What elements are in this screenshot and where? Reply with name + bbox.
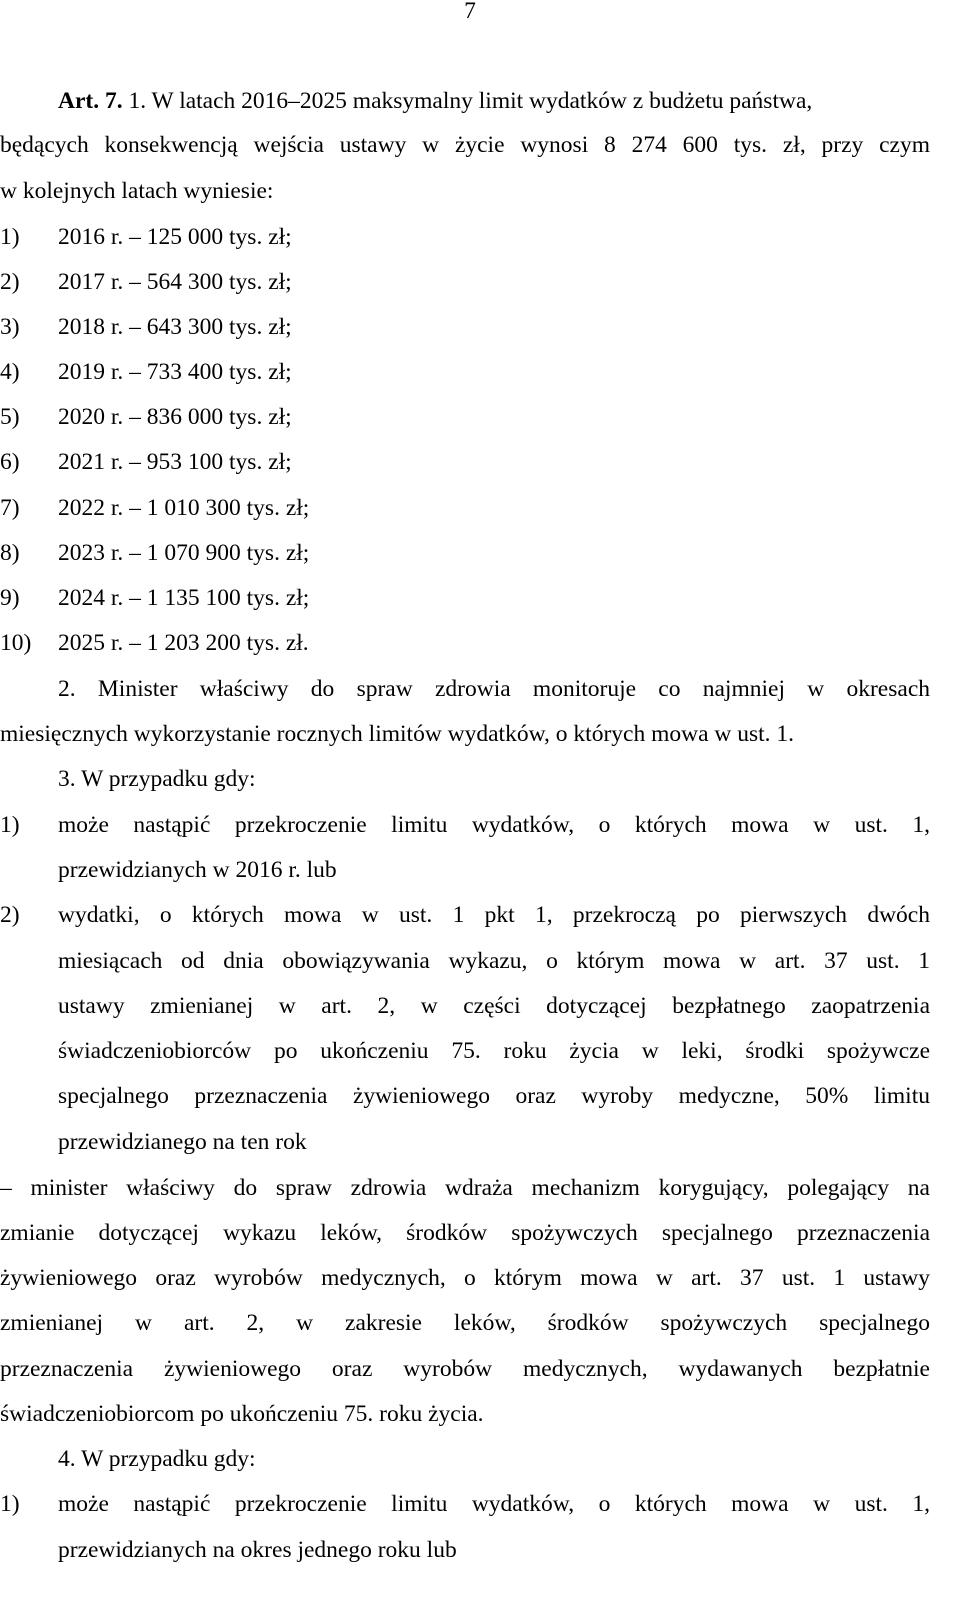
para3-conclusion-line4: zmienianej w art. 2, w zakresie leków, środków spożywczych specjalnego (0, 1310, 930, 1336)
para3-item2-line2: miesiącach od dnia obowiązywania wykazu, o którym mowa w art. 37 ust. 1 (58, 948, 930, 974)
para4-item1-line2: przewidzianych na okres jednego roku lub (58, 1537, 457, 1563)
article-heading: Art. 7. (58, 88, 123, 114)
para3-item1-line2: przewidzianych w 2016 r. lub (58, 857, 337, 883)
document-page: 7 Art. 7. 1. W latach 2016–2025 maksymalny limit wydatków z budżetu państwa, będących konsekwencją wejścia ustawy w życie wynosi 8 274 600 tys. zł, przy czym w kolejnych latach wyniesie: 1) 2016 r. – 125 000 tys. zł; 2) 2017 r. – 564 300 tys. zł; 3) 2018 r. – 643 300 tys. zł; 4) 2019 r. – 733 400 tys. zł; 5) 2020 r. – 836 000 tys. zł; 6) 2021 r. – 953 100 tys. zł; 7) 2022 r. – 1 010 300 tys. zł; 8) 2023 r. – 1 070 900 tys. zł; 9) 2024 r. – 1 135 100 tys. zł; 10) 2025 r. – 1 203 200 tys. zł. 2. Minister właściwy do spraw zdrowia monitoruje co najmniej w okresach miesięcznych wykorzystanie rocznych limitów wydatków, o których mowa w ust. 1. 3. W przypadku gdy: 1) może nastąpić przekroczenie limitu wydatków, o których mowa w ust. 1, przewidzianych w 2016 r. lub 2) wydatki, o których mowa w ust. 1 pkt 1, przekroczą po pierwszych dwóch miesiącach od dnia obowiązywania wykazu, o którym mowa w art. 37 ust. 1 ustawy zmienianej w art. 2, w części dotyczącej bezpłatnego zaopatrzenia świadczeniobiorców po ukończeniu 75. roku życia w leki, środki spożywcze specjalnego przeznaczenia żywieniowego oraz wyroby medyczne, 50% limitu przewidzianego na ten rok – minister właściwy do spraw zdrowia wdraża mechanizm korygujący, polegający na zmianie dotyczącej wykazu leków, środków spożywczych specjalnego przeznaczenia żywieniowego oraz wyrobów medycznych, o którym mowa w art. 37 ust. 1 ustawy zmienianej w art. 2, w zakresie leków, środków spożywczych specjalnego przeznaczenia żywieniowego oraz wyrobów medycznych, wydawanych bezpłatnie świadczeniobiorcom po ukończeniu 75. roku życia. 4. W przypadku gdy: 1) może nastąpić przekroczenie limitu wydatków, o których mowa w ust. 1, przewidzianych na okres jednego roku lub (0, 0, 960, 1613)
para3-conclusion-line5: przeznaczenia żywieniowego oraz wyrobów medycznych, wydawanych bezpłatnie (0, 1356, 930, 1382)
art7-para2-line1: 2. Minister właściwy do spraw zdrowia monitoruje co najmniej w okresach (58, 676, 930, 702)
art7-para2-line2: miesięcznych wykorzystanie rocznych limitów wydatków, o których mowa w ust. 1. (0, 721, 795, 747)
para3-conclusion-line3: żywieniowego oraz wyrobów medycznych, o którym mowa w art. 37 ust. 1 ustawy (0, 1265, 930, 1291)
para3-item2-line5: specjalnego przeznaczenia żywieniowego oraz wyroby medyczne, 50% limitu (58, 1083, 930, 1109)
para4-item1-num: 1) (0, 1491, 20, 1517)
art7-para1-line1: Art. 7. 1. W latach 2016–2025 maksymalny limit wydatków z budżetu państwa, (58, 88, 813, 114)
para3-conclusion-line2: zmianie dotyczącej wykazu leków, środków spożywczych specjalnego przeznaczenia (0, 1220, 930, 1246)
art7-para4-intro: 4. W przypadku gdy: (58, 1446, 256, 1472)
para3-conclusion-line6: świadczeniobiorcom po ukończeniu 75. roku życia. (0, 1401, 484, 1427)
art7-para3-intro: 3. W przypadku gdy: (58, 766, 256, 792)
art7-para1-line3: w kolejnych latach wyniesie: (0, 178, 274, 204)
para3-item1-line1: może nastąpić przekroczenie limitu wydatków, o których mowa w ust. 1, (58, 812, 930, 838)
para3-item1-num: 1) (0, 812, 20, 838)
para3-item2-line1: wydatki, o których mowa w ust. 1 pkt 1, przekroczą po pierwszych dwóch (58, 902, 930, 928)
page-number: 7 (464, 0, 476, 24)
para3-conclusion-line1: – minister właściwy do spraw zdrowia wdraża mechanizm korygujący, polegający na (0, 1175, 930, 1201)
para4-item1-line1: może nastąpić przekroczenie limitu wydatków, o których mowa w ust. 1, (58, 1491, 930, 1517)
para3-item2-line6: przewidzianego na ten rok (58, 1129, 307, 1155)
para3-item2-line3: ustawy zmienianej w art. 2, w części dotyczącej bezpłatnego zaopatrzenia (58, 993, 930, 1019)
art7-para1-line2: będących konsekwencją wejścia ustawy w życie wynosi 8 274 600 tys. zł, przy czym (0, 132, 930, 158)
para3-item2-line4: świadczeniobiorców po ukończeniu 75. roku życia w leki, środki spożywcze (58, 1038, 930, 1064)
para3-item2-num: 2) (0, 902, 20, 928)
